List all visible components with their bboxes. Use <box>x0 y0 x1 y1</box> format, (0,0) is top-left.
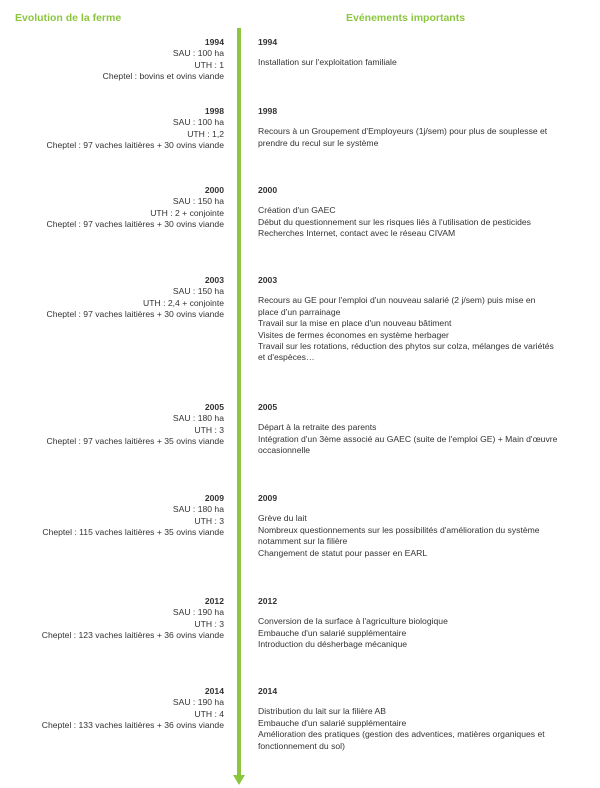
farm-year-label: 2014 <box>204 686 224 696</box>
events-2003 <box>258 275 558 364</box>
events-2009 <box>258 493 558 559</box>
farm-stat-line: SAU : 180 ha <box>172 413 224 424</box>
farm-stat-line: SAU : 190 ha <box>172 607 224 618</box>
event-year-label: 2012 <box>258 596 278 606</box>
event-item: Visites de fermes économes en système herbager <box>258 329 449 340</box>
farm-year-label: 2009 <box>204 493 224 503</box>
event-year-label: 2005 <box>258 402 278 412</box>
farm-stat-line: Cheptel : 97 vaches laitières + 30 ovins viande <box>46 309 224 320</box>
farm-stat-line: SAU : 100 ha <box>172 48 224 59</box>
events-2005 <box>258 402 558 457</box>
farm-stat-line: SAU : 150 ha <box>172 286 224 297</box>
event-item: Intégration d'un 3ème associé au GAEC (suite de l'emploi GE) + Main d'œuvre occasionnelle <box>258 433 558 456</box>
event-item: Amélioration des pratiques (gestion des adventices, matières organiques et fonctionnement du sol) <box>258 729 545 751</box>
events-2000 <box>258 185 558 240</box>
farm-stat-line: UTH : 3 <box>194 618 224 629</box>
event-item: Conversion de la surface à l'agriculture biologique <box>258 616 448 627</box>
farm-stat-line: Cheptel : 97 vaches laitières + 30 ovins viande <box>46 219 224 230</box>
farm-stat-line: SAU : 190 ha <box>172 697 224 708</box>
farm-evolution-title: Evolution de la ferme <box>15 12 122 24</box>
event-item: Travail sur la mise en place d'un nouveau bâtiment <box>258 318 452 329</box>
event-item: Embauche d'un salarié supplémentaire <box>258 717 407 728</box>
farm-state-2005 <box>47 402 224 448</box>
event-item: Début du questionnement sur les risques liés à l'utilisation de pesticides <box>258 216 531 227</box>
event-item: Recherches Internet, contact avec le réseau CIVAM <box>258 228 456 239</box>
farm-stat-line: SAU : 180 ha <box>172 504 224 515</box>
key-events-title: Evénements importants <box>346 12 466 24</box>
event-item: Départ à la retraite des parents <box>258 422 377 433</box>
event-item: Travail sur les rotations, réduction des phytos sur colza, mélanges de variétés et d'espèces… <box>258 341 554 363</box>
event-item: Recours au GE pour l'emploi d'un nouveau salarié (2 j/sem) puis mise en place d'un parrainage <box>258 295 536 317</box>
events-2012 <box>258 596 558 651</box>
farm-state-2009 <box>42 493 224 539</box>
event-year-label: 1998 <box>258 106 278 116</box>
event-year-label: 2003 <box>258 275 278 285</box>
farm-stat-line: Cheptel : 97 vaches laitières + 35 ovins viande <box>46 436 224 447</box>
event-item: Recours à un Groupement d'Employeurs (1j/sem) pour plus de souplesse et prendre du recul sur le système <box>258 126 548 148</box>
farm-stat-line: Cheptel : 115 vaches laitières + 35 ovins viande <box>42 527 224 538</box>
farm-state-2003 <box>47 275 224 321</box>
event-item: Changement de statut pour passer en EARL <box>258 547 428 558</box>
event-item: Distribution du lait sur la filière AB <box>258 706 387 717</box>
event-year-label: 1994 <box>258 37 278 47</box>
timeline-axis <box>237 28 241 776</box>
farm-year-label: 2012 <box>204 596 224 606</box>
farm-state-1994 <box>103 37 224 83</box>
event-year-label: 2014 <box>258 686 278 696</box>
farm-year-label: 1998 <box>204 106 224 116</box>
event-item: Embauche d'un salarié supplémentaire <box>258 627 407 638</box>
event-year-label: 2009 <box>258 493 278 503</box>
event-item: Nombreux questionnements sur les possibilités d'amélioration du système notamment sur la filière <box>258 524 540 547</box>
farm-state-2012 <box>42 596 224 642</box>
farm-year-label: 2000 <box>204 185 224 195</box>
farm-state-2014 <box>42 686 224 732</box>
event-year-label: 2000 <box>258 185 278 195</box>
event-item: Installation sur l'exploitation familiale <box>258 57 397 68</box>
farm-stat-line: UTH : 1,2 <box>187 128 224 139</box>
farm-stat-line: UTH : 2 + conjointe <box>150 207 224 218</box>
farm-stat-line: UTH : 1 <box>194 59 224 70</box>
farm-state-2000 <box>47 185 224 231</box>
farm-stat-line: Cheptel : 97 vaches laitières + 30 ovins viande <box>46 140 224 151</box>
farm-stat-line: SAU : 100 ha <box>172 117 224 128</box>
farm-stat-line: UTH : 3 <box>194 515 224 526</box>
farm-stat-line: SAU : 150 ha <box>172 196 224 207</box>
farm-year-label: 2005 <box>204 402 224 412</box>
event-item: Création d'un GAEC <box>258 205 336 216</box>
event-item: Grève du lait <box>258 513 307 524</box>
farm-year-label: 2003 <box>204 275 224 285</box>
farm-stat-line: Cheptel : 133 vaches laitières + 36 ovins viande <box>41 720 224 731</box>
timeline-arrow-icon <box>233 775 245 785</box>
farm-stat-line: Cheptel : 123 vaches laitières + 36 ovins viande <box>41 630 224 641</box>
event-item: Introduction du désherbage mécanique <box>258 639 408 650</box>
farm-stat-line: Cheptel : bovins et ovins viande <box>102 71 224 82</box>
events-2014 <box>258 686 558 752</box>
farm-stat-line: UTH : 3 <box>194 424 224 435</box>
farm-stat-line: UTH : 2,4 + conjointe <box>143 297 224 308</box>
farm-year-label: 1994 <box>204 37 224 47</box>
farm-state-1998 <box>47 106 224 152</box>
farm-stat-line: UTH : 4 <box>194 708 224 719</box>
events-1998 <box>258 106 558 149</box>
events-1994 <box>258 37 558 69</box>
